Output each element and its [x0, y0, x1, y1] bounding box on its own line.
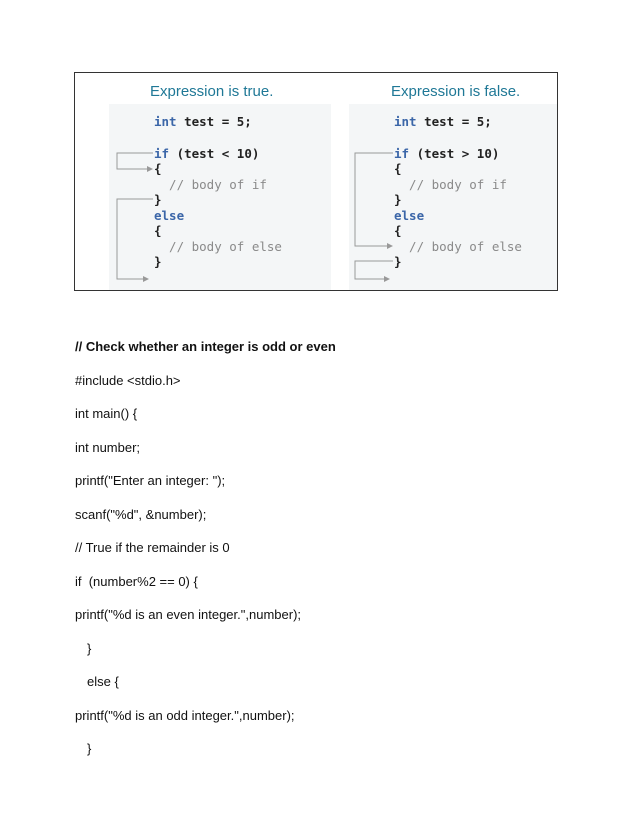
if-else-flow-figure	[74, 72, 558, 291]
program-line: // True if the remainder is 0	[75, 540, 230, 555]
program-line: scanf("%d", &number);	[75, 506, 207, 522]
code-text: }	[154, 254, 162, 269]
code-keyword: int	[154, 114, 177, 129]
code-comment: // body of else	[154, 239, 282, 254]
code-text: {	[154, 223, 162, 238]
code-text: (test > 10)	[409, 146, 500, 161]
program-line: printf("%d is an even integer.",number);	[75, 607, 302, 622]
program-line: printf("Enter an integer: ");	[75, 473, 226, 488]
code-comment: // body of else	[394, 239, 522, 254]
code-keyword: if	[154, 146, 170, 161]
code-text: }	[154, 192, 162, 207]
program-line: printf("%d is an odd integer.",number);	[75, 707, 295, 723]
flow-arrows	[75, 73, 557, 290]
true-panel-title: Expression is true.	[150, 83, 274, 100]
code-keyword: int	[394, 114, 417, 129]
code-keyword: else	[394, 208, 425, 223]
program-line: #include <stdio.h>	[75, 372, 181, 388]
code-text: {	[154, 161, 162, 176]
code-comment: // body of if	[394, 177, 507, 192]
program-line: else {	[87, 674, 119, 689]
code-keyword: if	[394, 146, 410, 161]
code-text: {	[394, 223, 402, 238]
code-text: test = 5;	[416, 114, 492, 129]
program-heading: // Check whether an integer is odd or even	[75, 339, 336, 354]
code-text: }	[394, 254, 402, 269]
program-line: if (number%2 == 0) {	[75, 573, 198, 589]
program-line: int main() {	[75, 406, 138, 421]
code-text: test = 5;	[176, 114, 252, 129]
code-text: }	[394, 192, 402, 207]
program-line: int number;	[75, 439, 141, 455]
program-line: }	[87, 640, 92, 656]
code-text: {	[394, 161, 402, 176]
false-panel-title: Expression is false.	[391, 83, 521, 100]
code-keyword: else	[154, 208, 185, 223]
code-text: (test < 10)	[169, 146, 260, 161]
code-comment: // body of if	[154, 177, 267, 192]
program-line: }	[87, 741, 92, 756]
